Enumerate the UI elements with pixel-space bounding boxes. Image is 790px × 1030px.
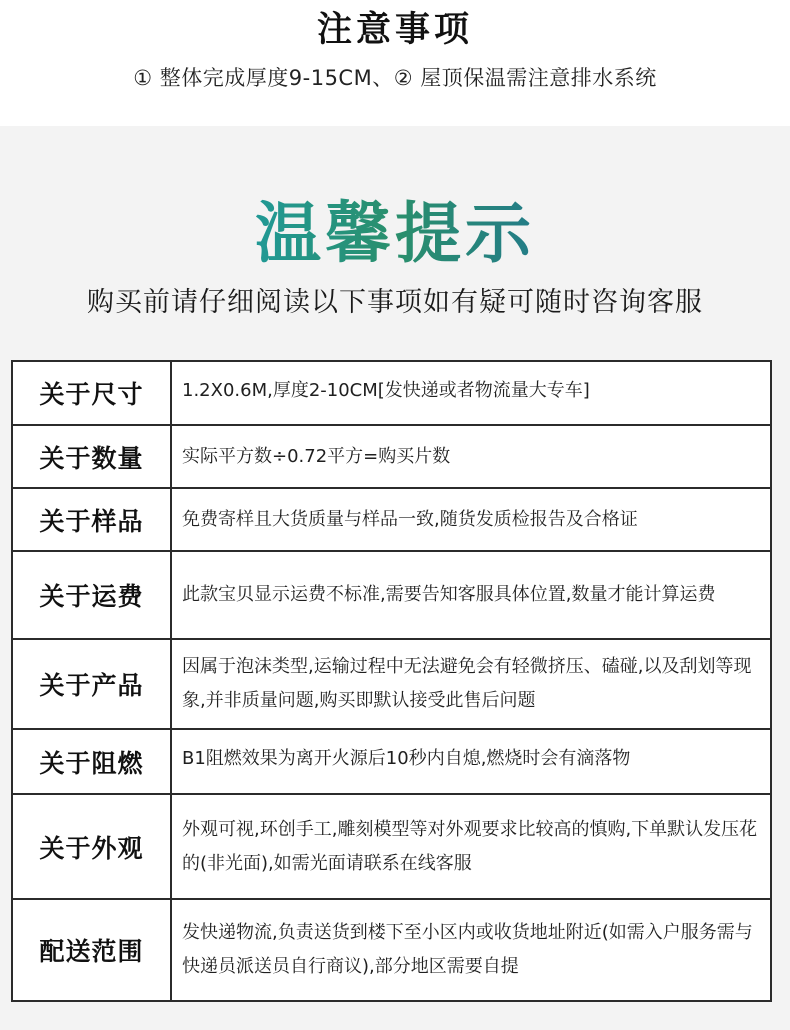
table-row-size (12, 361, 771, 425)
tips-subtitle: 购买前请仔细阅读以下事项如有疑可随时咨询客服 (87, 287, 703, 318)
row-label: 配送范围 (12, 899, 171, 1001)
table-row-quantity (12, 425, 771, 488)
tips-title: 温馨提示 (0, 180, 790, 275)
table-row-appearance (12, 794, 771, 899)
row-text: 外观可视,环创手工,雕刻模型等对外观要求比较高的慎购,下单默认发压花的(非光面),如需光面请联系在线客服 (171, 794, 771, 899)
row-label: 关于运费 (12, 551, 171, 639)
row-text: 1.2X0.6M,厚度2-10CM[发快递或者物流量大专车] (171, 361, 771, 425)
table-row-fire-retardant (12, 729, 771, 794)
row-text: 免费寄样且大货质量与样品一致,随货发质检报告及合格证 (171, 488, 771, 551)
table-row-sample (12, 488, 771, 551)
row-label: 关于外观 (12, 794, 171, 899)
row-label: 关于样品 (12, 488, 171, 551)
row-text: 发快递物流,负责送货到楼下至小区内或收货地址附近(如需入户服务需与快递员派送员自行商议),部分地区需要自提 (171, 899, 771, 1001)
row-label: 关于产品 (12, 639, 171, 729)
table-row-shipping-fee (12, 551, 771, 639)
row-text: 因属于泡沫类型,运输过程中无法避免会有轻微挤压、磕碰,以及刮划等现象,并非质量问题,购买即默认接受此售后问题 (171, 639, 771, 729)
notice-line: ① 整体完成厚度9-15CM、② 屋顶保温需注意排水系统 (133, 66, 657, 90)
row-label: 关于阻燃 (12, 729, 171, 794)
row-text: 实际平方数÷0.72平方=购买片数 (171, 425, 771, 488)
row-text: 此款宝贝显示运费不标准,需要告知客服具体位置,数量才能计算运费 (171, 551, 771, 639)
notice-title: 注意事项 (316, 10, 473, 50)
info-table (11, 360, 772, 1002)
row-text: B1阻燃效果为离开火源后10秒内自熄,燃烧时会有滴落物 (171, 729, 771, 794)
row-label: 关于尺寸 (12, 361, 171, 425)
table-row-product (12, 639, 771, 729)
table-row-delivery-range (12, 899, 771, 1001)
row-label: 关于数量 (12, 425, 171, 488)
